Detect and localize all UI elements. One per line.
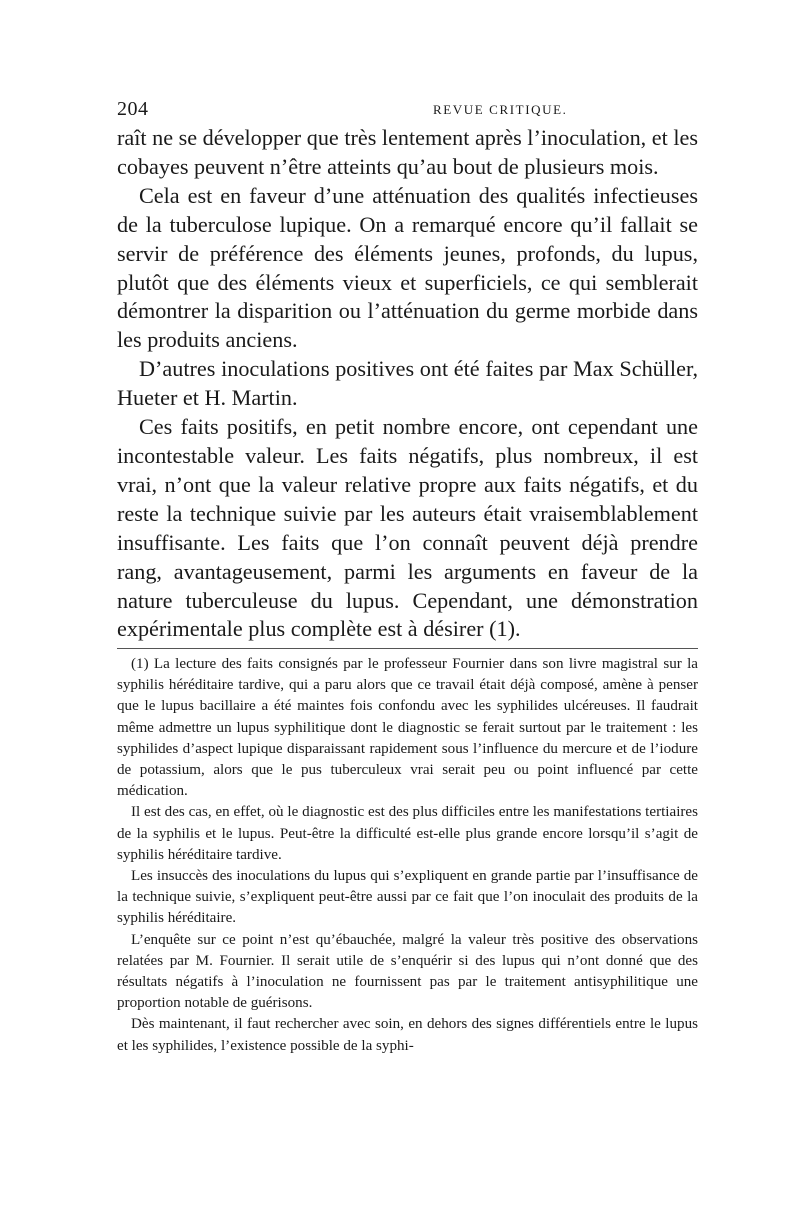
- footnote-divider: [117, 648, 698, 649]
- body-paragraph: raît ne se développer que très lentement après l’inoculation, et les cobayes peuvent n’être atteints qu’au bout de plusieurs mois.: [117, 125, 698, 179]
- body-paragraph: D’autres inoculations positives ont été faites par Max Schüller, Hueter et H. Martin.: [117, 356, 698, 411]
- main-text: [117, 124, 698, 644]
- footnote-paragraph: L’enquête sur ce point n’est qu’ébauchée, malgré la valeur très positive des observations relatées par M. Fournier. Il serait utile de s’enquérir si des lupus qui n’ont donné que des résultats négatifs à l’inoculation ne fournissent pas par le traitement antisyphilitique une proportion notable de guérisons.: [117, 931, 698, 1012]
- page-header: [117, 98, 690, 124]
- footnotes: [117, 654, 698, 1057]
- footnote-paragraph: (1) La lecture des faits consignés par le professeur Fournier dans son livre magistral sur la syphilis héréditaire tardive, qui a paru alors que ce travail était déjà composé, amène à penser que le lupus bacillaire a été maintes fois confondu avec les syphilides ulcéreuses. Il faudrait même admettre un lupus syphilitique dont le diagnostic se ferait surtout par le traitement : les syphilides d’aspect lupique disparaissant rapidement sous l’influence du mercure et de l’iodure de potassium, alors que le pus tuberculeux vrai serait peu ou point influencé par cette médication.: [117, 656, 698, 800]
- footnote-paragraph: Dès maintenant, il faut rechercher avec soin, en dehors des signes différentiels entre le lupus et les syphilides, l’existence possible de la syphi-: [117, 1016, 698, 1054]
- footnote-paragraph: Les insuccès des inoculations du lupus qui s’expliquent en grande partie par l’insuffisance de la technique suivie, s’expliquent peut-être aussi par ce fait que l’on inoculait des produits de la syphilis héréditaire.: [117, 868, 698, 927]
- body-paragraph: Cela est en faveur d’une atténuation des qualités infectieuses de la tuberculose lupique. On a remarqué encore qu’il fallait se servir de préférence des éléments jeunes, profonds, du lupus, plutôt que des éléments vieux et superficiels, ce qui semblerait démontrer la disparition ou l’atténuation du germe morbide dans les produits anciens.: [117, 182, 698, 353]
- body-paragraph: Ces faits positifs, en petit nombre encore, ont cependant une incontestable valeur. Les faits négatifs, plus nombreux, il est vrai, n’ont que la valeur relative propre aux faits négatifs, et du reste la technique suivie par les auteurs était vraisemblablement insuffisante. Les faits que l’on connaît peuvent déjà prendre rang, avantageusement, parmi les arguments en faveur de la nature tuberculeuse du lupus. Cependant, une démonstration expérimentale plus complète est à désirer (1).: [117, 414, 698, 642]
- footnote-paragraph: Il est des cas, en effet, où le diagnostic est des plus difficiles entre les manifestations tertiaires de la syphilis et le lupus. Peut-être la difficulté est-elle plus grande encore lorsqu’il s’agit de syphilis héréditaire tardive.: [117, 804, 698, 863]
- page-number: 204: [117, 98, 149, 120]
- running-title: REVUE CRITIQUE.: [433, 102, 568, 117]
